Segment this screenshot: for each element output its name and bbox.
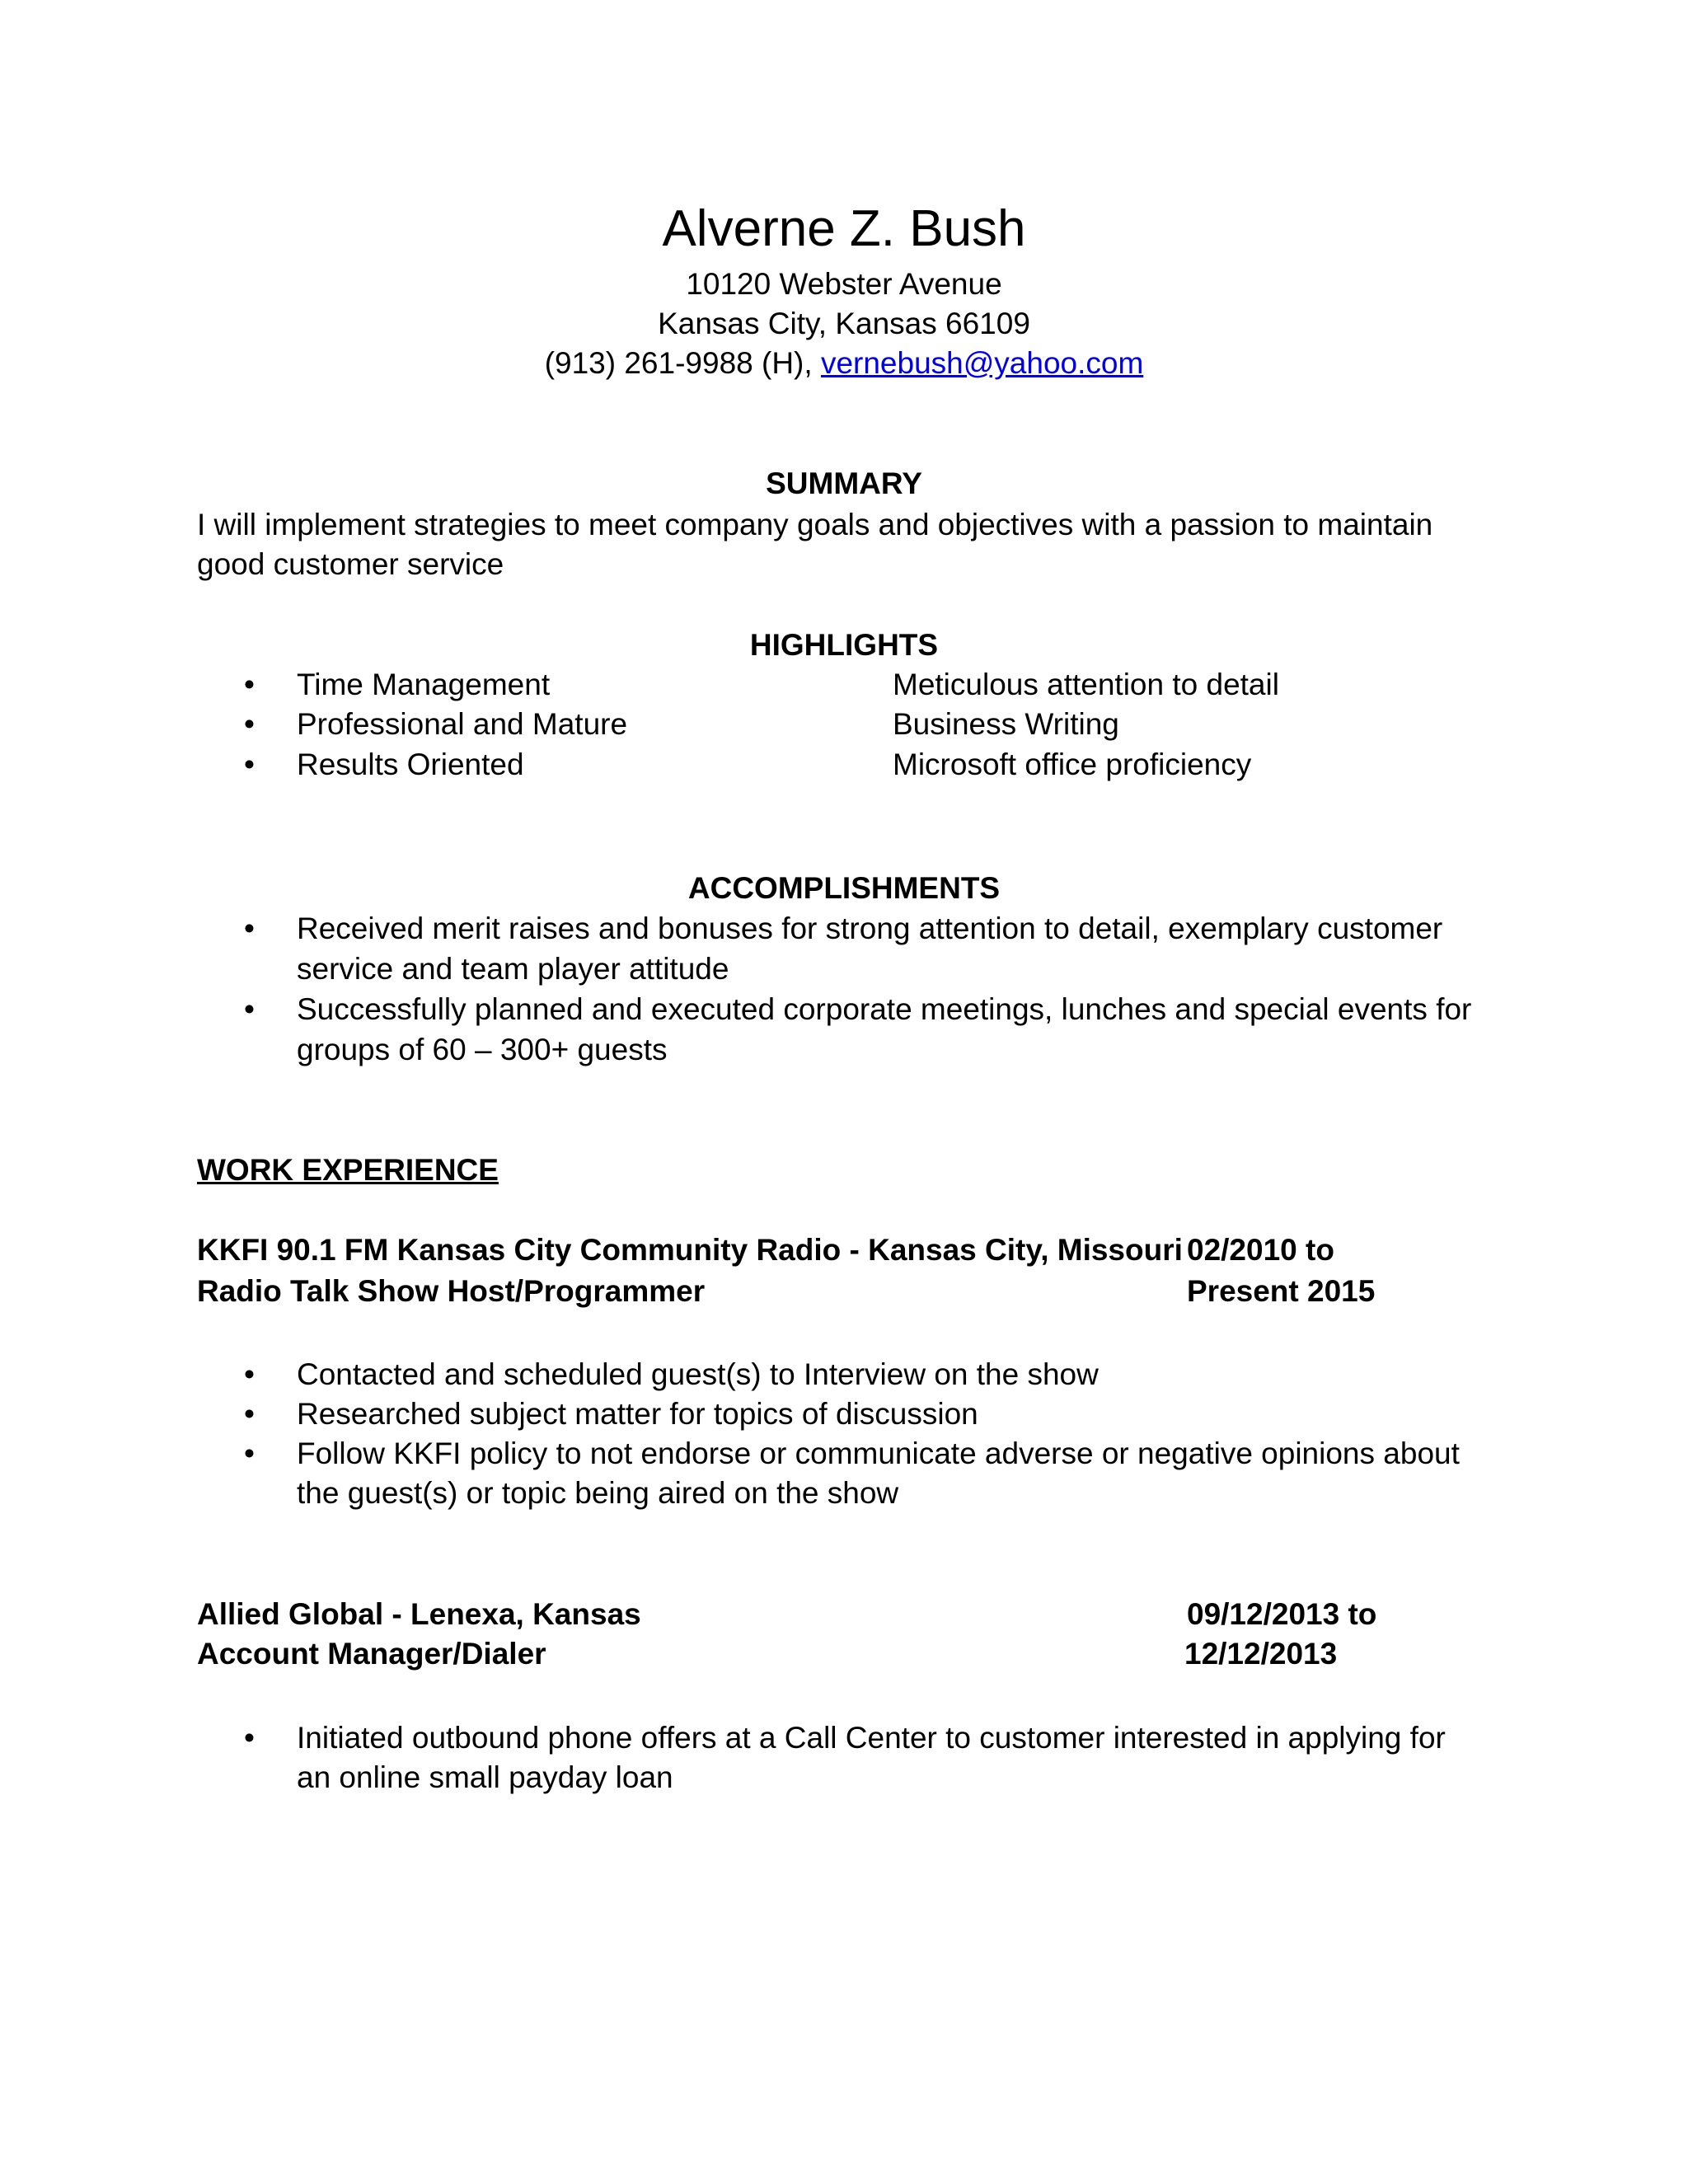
phone-number: (913) 261-9988 (H), [544,346,821,380]
job-date-start: 02/2010 to [1187,1233,1334,1267]
bullet-icon: • [244,707,255,741]
applicant-name: Alverne Z. Bush [662,200,1026,257]
job-date-start: 09/12/2013 to [1187,1597,1377,1631]
summary-line-1: I will implement strategies to meet company goals and objectives with a passion to maintain [197,508,1433,541]
accomplishment-line: Received merit raises and bonuses for strong attention to detail, exemplary customer [297,912,1443,945]
bullet-icon: • [244,1397,255,1431]
bullet-icon: • [244,912,255,945]
job-title: Account Manager/Dialer [197,1637,546,1671]
bullet-icon: • [244,1436,255,1470]
bullet-icon: • [244,748,255,781]
job-duty-line: Researched subject matter for topics of discussion [297,1397,978,1431]
highlight-item: Professional and Mature [297,707,628,741]
address-line-1: 10120 Webster Avenue [686,267,1002,301]
job-employer: Allied Global - Lenexa, Kansas [197,1597,641,1631]
job-duty-line: Initiated outbound phone offers at a Call Center to customer interested in applying for [297,1721,1446,1755]
accomplishment-line: Successfully planned and executed corporate meetings, lunches and special events for [297,992,1472,1026]
job-employer: KKFI 90.1 FM Kansas City Community Radio - Kansas City, Missouri [197,1233,1183,1267]
accomplishments-heading: ACCOMPLISHMENTS [687,871,1001,905]
email-link[interactable]: vernebush@yahoo.com [820,346,1144,380]
contact-line [0,344,1688,382]
bullet-icon: • [244,992,255,1026]
summary-heading: SUMMARY [766,466,922,500]
highlight-item: Meticulous attention to detail [893,668,1279,701]
job-duty-line: Contacted and scheduled guest(s) to Interview on the show [297,1357,1099,1391]
bullet-icon: • [244,668,255,701]
job-duty-line: the guest(s) or topic being aired on the show [297,1476,899,1510]
job-title: Radio Talk Show Host/Programmer [197,1274,706,1308]
highlight-item: Microsoft office proficiency [893,748,1252,781]
job-duty-line: Follow KKFI policy to not endorse or communicate adverse or negative opinions about [297,1436,1460,1470]
work-experience-heading: WORK EXPERIENCE [197,1153,499,1187]
highlight-item: Business Writing [893,707,1119,741]
highlight-item: Time Management [297,668,551,701]
highlight-item: Results Oriented [297,748,524,781]
bullet-icon: • [244,1721,255,1755]
bullet-icon: • [244,1357,255,1391]
job-duty-line: an online small payday loan [297,1760,673,1794]
accomplishment-line: groups of 60 – 300+ guests [297,1033,668,1066]
summary-line-2: good customer service [197,547,504,581]
accomplishment-line: service and team player attitude [297,952,729,986]
job-date-end: 12/12/2013 [1184,1637,1338,1671]
highlights-heading: HIGHLIGHTS [749,628,939,662]
job-date-end: Present 2015 [1187,1274,1376,1308]
address-line-2: Kansas City, Kansas 66109 [658,307,1030,340]
